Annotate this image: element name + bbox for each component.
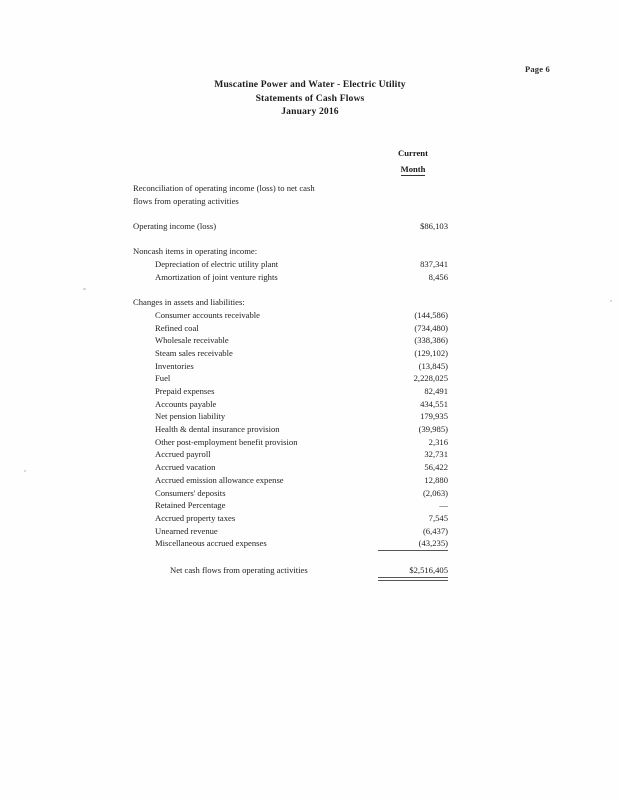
table-row: [0, 512, 620, 525]
row-amount: 82,491: [424, 386, 448, 396]
row-label: Net pension liability: [155, 411, 226, 422]
scan-artifact: [83, 288, 86, 290]
reconciliation-heading-line2: flows from operating activities: [133, 195, 239, 206]
document-header: [0, 78, 620, 119]
table-row: [0, 309, 620, 322]
row-label: Refined coal: [155, 322, 199, 333]
table-row: [0, 220, 620, 233]
column-header-line2: Month: [400, 164, 426, 174]
row-label: Consumer accounts receivable: [155, 309, 260, 320]
row-label: Health & dental insurance provision: [155, 424, 280, 435]
table-row: [0, 347, 620, 360]
total-underline-2: [378, 580, 448, 581]
row-amount: 434,551: [420, 398, 448, 409]
table-row: [0, 360, 620, 373]
row-label: Unearned revenue: [155, 525, 218, 536]
table-row: [0, 423, 620, 436]
row-amount: (129,102): [414, 347, 448, 358]
row-amount: 179,935: [420, 411, 448, 422]
table-row: [0, 461, 620, 474]
row-amount: 32,731: [424, 449, 448, 460]
row-amount: 12,880: [424, 474, 448, 485]
column-header-current-month: [378, 147, 448, 177]
table-row: [0, 537, 620, 550]
row-label-depreciation: Depreciation of electric utility plant: [155, 259, 279, 270]
row-amount: —: [439, 500, 448, 511]
spacer: [0, 284, 620, 297]
row-amount: 56,422: [424, 462, 448, 473]
table-row: [0, 322, 620, 335]
row-amount-operating-income: $86,103: [420, 221, 448, 232]
table-row: [0, 271, 620, 284]
section-heading-line: [0, 195, 620, 208]
row-amount-depreciation: 837,341: [420, 259, 448, 270]
row-amount: (6,437): [422, 525, 448, 536]
row-amount: (734,480): [414, 322, 448, 333]
table-row: [0, 525, 620, 538]
header-period: January 2016: [281, 106, 339, 117]
table-row: [0, 398, 620, 411]
header-entity-name: Muscatine Power and Water - Electric Utility: [214, 79, 406, 90]
row-amount: 7,545: [428, 512, 448, 523]
section-heading-line: [0, 182, 620, 195]
row-amount: (39,985): [418, 424, 448, 435]
row-amount: (2,063): [422, 487, 448, 498]
page-number: Page 6: [524, 64, 550, 74]
row-label: Fuel: [155, 373, 171, 384]
table-row: [0, 245, 620, 258]
row-label: Accrued payroll: [155, 449, 211, 460]
row-amount: (338,386): [414, 335, 448, 346]
row-label: Miscellaneous accrued expenses: [155, 538, 267, 549]
spacer: [0, 550, 620, 563]
scan-artifact: [24, 470, 26, 472]
row-label-noncash-items: Noncash items in operating income:: [133, 246, 258, 257]
total-underline-1: [378, 577, 448, 578]
table-row: [0, 385, 620, 398]
row-label: Consumers' deposits: [155, 487, 226, 498]
table-row: [0, 436, 620, 449]
row-label: Accrued vacation: [155, 462, 216, 473]
total-label: Net cash flows from operating activities: [170, 564, 308, 575]
row-label: Steam sales receivable: [155, 347, 233, 358]
table-row: [0, 474, 620, 487]
row-label: Inventories: [155, 360, 194, 371]
changes-rows-list: [0, 309, 620, 550]
row-label: Prepaid expenses: [155, 386, 215, 396]
row-amount: (144,586): [414, 309, 448, 320]
row-amount-amortization: 8,456: [428, 271, 448, 282]
row-label: Accrued emission allowance expense: [155, 474, 284, 485]
row-label: Accrued property taxes: [155, 512, 236, 523]
table-row: [0, 258, 620, 271]
total-row-net-cash-flows: [0, 563, 620, 578]
table-row: [0, 499, 620, 512]
column-header-line1: Current: [398, 148, 428, 158]
row-label-changes-heading: Changes in assets and liabilities:: [133, 297, 245, 308]
row-label-operating-income: Operating income (loss): [133, 221, 217, 232]
row-amount: (13,845): [418, 360, 448, 371]
header-statement-title: Statements of Cash Flows: [255, 92, 365, 104]
table-row: [0, 487, 620, 500]
row-amount: 2,228,025: [413, 373, 448, 384]
row-label: Retained Percentage: [155, 500, 226, 511]
table-row: [0, 448, 620, 461]
row-label: Accounts payable: [155, 398, 217, 409]
reconciliation-heading-line1: Reconciliation of operating income (loss) to net cash: [133, 183, 315, 193]
row-label: Other post-employment benefit provision: [155, 436, 298, 447]
total-amount: $2,516,405: [409, 564, 448, 575]
spacer: [0, 233, 620, 246]
spacer: [0, 207, 620, 220]
scan-artifact: [610, 300, 612, 302]
statement-body: [0, 182, 620, 578]
row-amount: 2,316: [428, 436, 448, 447]
row-label-amortization: Amortization of joint venture rights: [155, 271, 278, 282]
table-row: [0, 334, 620, 347]
table-row: [0, 410, 620, 423]
table-row: [0, 296, 620, 309]
row-amount: (43,235): [418, 538, 448, 549]
table-row: [0, 372, 620, 385]
row-label: Wholesale receivable: [155, 335, 229, 346]
